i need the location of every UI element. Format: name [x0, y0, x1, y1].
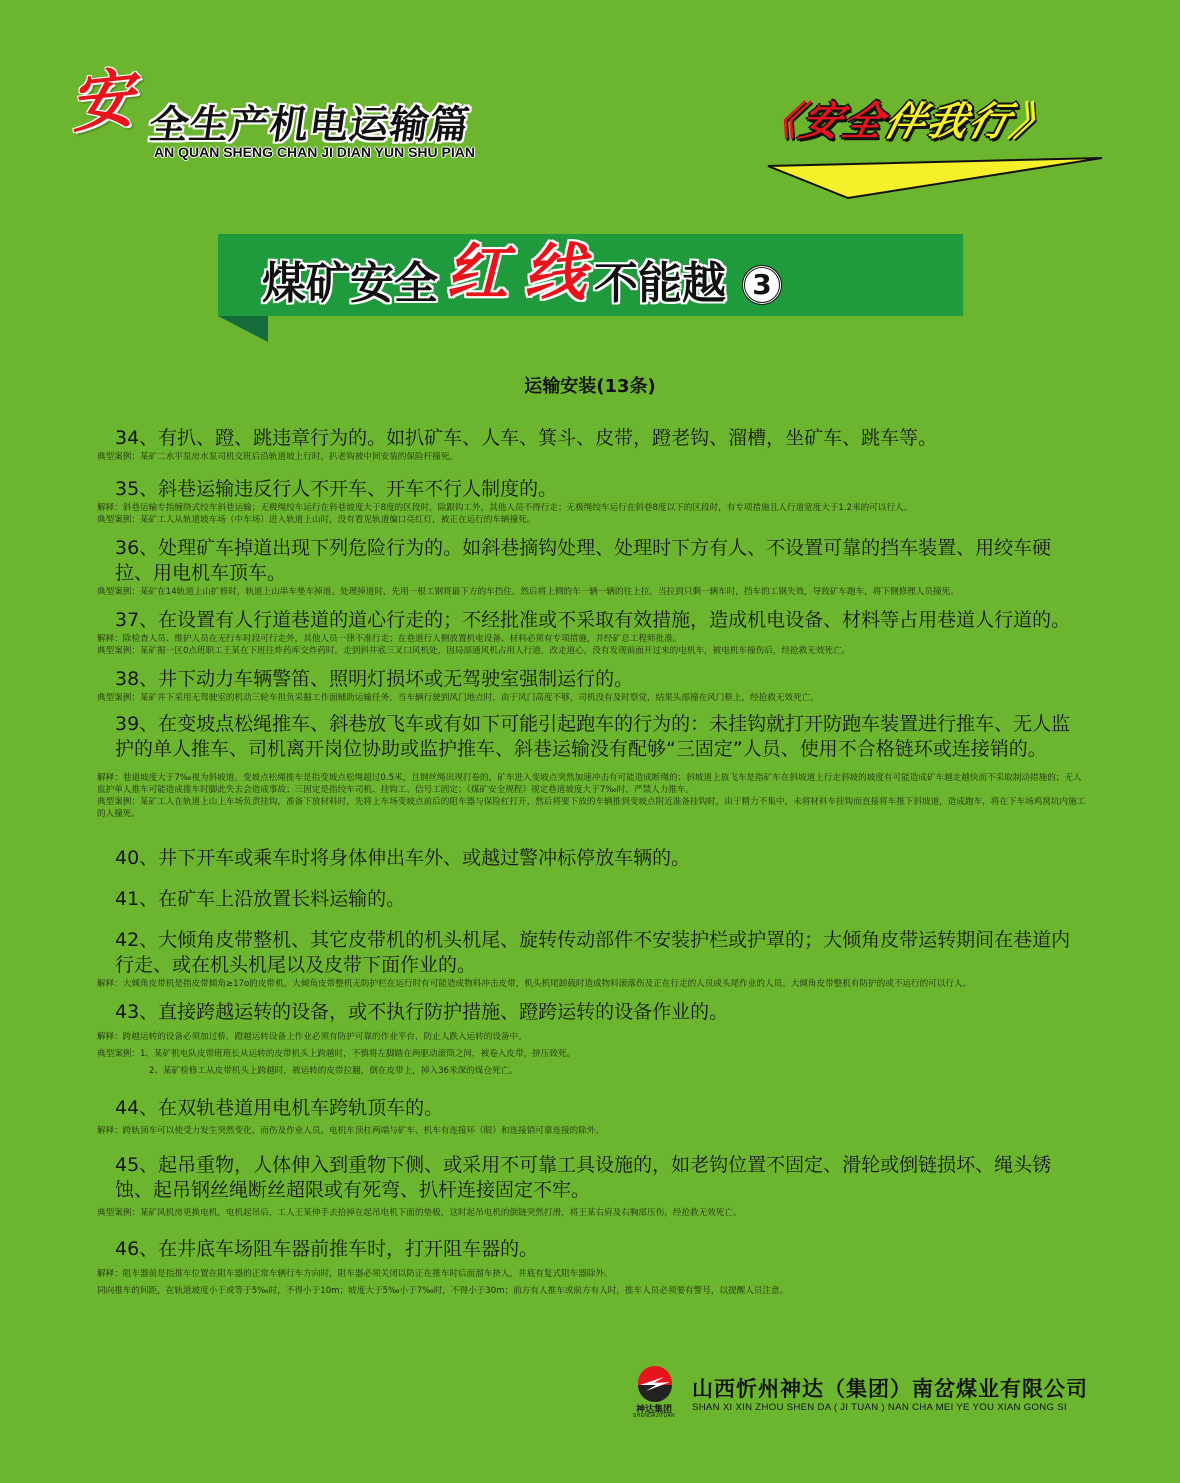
- rule-heading: 46、在井底车场阻车器前推车时，打开阻车器的。: [115, 1238, 539, 1260]
- rule-explanation: 解释：跨越运转的设备必须加过桥，蹬越运转设备上作业必须有防护可靠的作业平台，防止人跌入运转的设备中。: [97, 1032, 527, 1042]
- slogan-yellow-part: 伴我行: [879, 99, 1017, 145]
- banner-title-part1: 煤矿安全: [262, 258, 438, 309]
- rule-item: [97, 477, 1087, 526]
- section-title: 运输安装(13条): [524, 376, 656, 397]
- header-title: 全生产机电运输篇: [146, 103, 473, 148]
- header-pinyin: AN QUAN SHENG CHAN JI DIAN YUN SHU PIAN: [154, 144, 475, 160]
- rule-case: 典型案例：某矿二水平泵房水泵司机交班后沿轨道坡上行时，扒老钩被中间安装的保险杆撞死。: [97, 452, 458, 462]
- rule-case: 典型案例：1、某矿机电队皮带班班长从运转的皮带机头上跨越时，不慎将左脚踏在两驱动滚筒之间，被卷入皮带，挤压致死。: [97, 1049, 576, 1059]
- slogan-close-quote: 》: [1005, 99, 1059, 145]
- rule-heading: 43、直接跨越运转的设备，或不执行防护措施、蹬跨运转的设备作业的。: [115, 1001, 729, 1023]
- rule-case: 典型案例：某矿工人从轨道坡车场（中车场）进入轨道上山时，没有看见轨道偏口亮红灯，被正在运行的车辆撞死。: [97, 515, 536, 525]
- rule-item: [97, 712, 1087, 820]
- rule-item: [97, 846, 1087, 871]
- company-pinyin: SHAN XI XIN ZHOU SHEN DA ( JI TUAN ) NAN CHA MEI YE YOU XIAN GONG SI: [692, 1402, 1067, 1413]
- banner-title: [262, 236, 782, 309]
- rule-heading: 37、在设置有人行道巷道的道心行走的；不经批准或不采取有效措施，造成机电设备、材料等占用巷道人行道的。: [115, 609, 1071, 631]
- rule-heading: 34、有扒、蹬、跳违章行为的。如扒矿车、人车、箕斗、皮带，蹬老钩、溜槽，坐矿车、跳车等。: [115, 427, 938, 449]
- rule-item: [97, 667, 1087, 704]
- rule-case: 典型案例：某矿井下采用无驾驶室的机动三轮车担负采掘工作面辅助运输任务，当车辆行驶到风门地点时，由于风门高度不够，司机没有及时察觉，结果头部撞在风门框上，经抢救无效死亡。: [97, 693, 819, 703]
- rule-explanation: 解释：阻车器前是指推车位置在阻车器的正常车辆行车方向时，阻车器必须关闭以防正在推车时后面溜车挤人，井底有复式阻车器除外。: [97, 1269, 613, 1279]
- rule-item: [97, 1237, 1087, 1300]
- rule-explanation: 解释：巷道坡度大于7‰视为斜坡道。变坡点松绳推车是指变坡点松绳超过0.5米，且钢丝绳出现打卷的，矿车进入变坡点突然加速冲击有可能造成断绳的；斜坡道上放飞车是指矿车在斜坡道上行走斜坡的坡度有可能造成矿车越走越快而不采取制动措施的；无人监护单人推车可能造成推车时脚此失去会造成事故；三固定是指绞车司机、挂钩工、信号工固定；《煤矿安全规程》规定巷道坡度大于7‰时，严禁人力推车。: [97, 773, 1082, 795]
- rule-explanation: 同向推车的间距，在轨道坡度小于或等于5‰时，不得小于10m；坡度大于5‰小于7‰时，不得小于30m；前方有人推车或前方有人时，推车人员必须要有警号，以提醒人员注意。: [97, 1286, 789, 1296]
- rule-heading: 41、在矿车上沿放置长料运输的。: [115, 888, 406, 910]
- banner-red-char-1: 红: [446, 236, 509, 309]
- rules-list: [97, 426, 1087, 1300]
- rule-heading: 35、斜巷运输违反行人不开车、开车不行人制度的。: [115, 478, 558, 500]
- banner-title-part2: 不能越: [594, 258, 727, 309]
- rule-item: [97, 1000, 1087, 1080]
- slogan-open-quote: 《: [753, 99, 807, 145]
- rule-item: [97, 928, 1087, 990]
- rule-case: 2、某矿检修工从皮带机头上跨越时，被运转的皮带拉翻，倒在皮带上，掉入36米深的煤仓死亡。: [149, 1066, 518, 1076]
- banner-red-char-2: 线: [524, 236, 587, 309]
- company-name: 山西忻州神达（集团）南岔煤业有限公司: [692, 1377, 1088, 1401]
- rule-heading: 44、在双轨巷道用电机车跨轨顶车的。: [115, 1097, 444, 1119]
- rule-item: [97, 1153, 1087, 1219]
- rule-case: 典型案例：某矿工人在轨道上山上车场负责挂钩，准备下放材料时，先将上车场变坡点前后的阻车器与保险杠打开，然后将要下放的车辆推到变坡点附近准备挂钩时，由于精力不集中，未将材料车挂钩而直接将车推下斜坡道，造成跑车，将在下车场鸡窝坑内施工的人撞死。: [97, 797, 1086, 819]
- rule-heading: 40、井下开车或乘车时将身体伸出车外、或越过警冲标停放车辆的。: [115, 847, 691, 869]
- rule-explanation: 解释：跨轨顶车可以使受力发生突然变化，而伤及作业人员。电机车顶杠两端与矿车、机车有连接环（眼）和连接销可靠连接的除外。: [97, 1126, 605, 1136]
- rule-item: [97, 608, 1087, 657]
- rule-explanation: 解释：斜巷运输专指缠绕式绞车斜巷运输；无极绳绞车运行在斜巷坡度大于8度的区段时，除跟钩工外，其他人员不得行走；无极绳绞车运行在斜巷8度以下的区段时，有专项措施且人行道宽度大于1.2米的可以行人。: [97, 503, 913, 513]
- rule-item: [97, 426, 1087, 463]
- rule-item: [97, 1096, 1087, 1137]
- rule-case: 典型案例：某矿风机房更换电机，电机起吊后，工人王某伸手去拾掉在起吊电机下面的垫板，这时起吊电机的倒链突然打滑，将王某右肩及右胸部压伤，经抢救无效死亡。: [97, 1208, 742, 1218]
- rule-explanation: 解释：除检查人员、维护人员在无行车时段可行走外，其他人员一律不准行走；在巷道行人侧放置机电设备、材料必须有专项措施，并经矿总工程师批准。: [97, 634, 682, 644]
- slogan-red-part: 安全: [795, 99, 891, 145]
- logo-caption: 神达集团: [635, 1405, 672, 1415]
- rule-item: [97, 536, 1087, 598]
- rule-item: [97, 887, 1087, 912]
- rule-heading: 39、在变坡点松绳推车、斜巷放飞车或有如下可能引起跑车的行为的：未挂钩就打开防跑车装置进行推车、无人监护的单人推车、司机离开岗位协助或监护推车、斜巷运输没有配够“三固定”人员、使用不合格链环或连接销的。: [115, 713, 1071, 760]
- rule-heading: 45、起吊重物，人体伸入到重物下侧、或采用不可靠工具设施的，如老钩位置不固定、滑轮或倒链损坏、绳头锈蚀、起吊钢丝绳断丝超限或有死弯、扒杆连接固定不牢。: [115, 1154, 1052, 1201]
- rule-heading: 42、大倾角皮带整机、其它皮带机的机头机尾、旋转传动部件不安装护栏或护罩的；大倾角皮带运转期间在巷道内行走、或在机头机尾以及皮带下面作业的。: [115, 929, 1071, 976]
- rule-explanation: 解释：大倾角皮带机是指皮带倾角≥17o的皮带机。大倾角皮带整机无防护栏在运行时有可能造成物料冲击皮带，机头机尾卸载时造成物料滚落伤及正在行走的人员或头尾作业的人员。大倾角皮带整机有防护的或不运行的可以行人。: [97, 979, 972, 989]
- logo-caption-en: SHENDAJITUAN: [633, 1413, 675, 1419]
- rule-heading: 38、井下动力车辆警笛、照明灯损坏或无驾驶室强制运行的。: [115, 668, 634, 690]
- rule-case: 典型案例：某矿掘一区0点班职工王某在下班往炸药库交炸药时，走到斜井底三叉口风机处，因局部通风机占用人行道，改走道心，没有发现前面开过来的电机车，被电机车撞伤后，经抢救无效死亡。: [97, 646, 851, 656]
- header-title-first-char: 安: [66, 60, 138, 143]
- slogan-text: [753, 90, 1061, 147]
- circled-number-badge: 3: [742, 265, 782, 305]
- banner-fold: [218, 316, 268, 342]
- slogan-badge: [730, 88, 1130, 208]
- rule-case: 典型案例：某矿在14轨道上山扩修时，轨道上山串车垫车掉道。处理掉道时，先用一根工钢将最下方的车挡住，然后将上侧的车一辆一辆的往上拉，当拉到只剩一辆车时，挡车的工钢失效，导致矿车跑车，将下侧修理人员撞死。: [97, 587, 959, 597]
- rule-heading: 36、处理矿车掉道出现下列危险行为的。如斜巷摘钩处理、处理时下方有人、不设置可靠的挡车装置、用绞车硬拉、用电机车顶车。: [115, 537, 1052, 584]
